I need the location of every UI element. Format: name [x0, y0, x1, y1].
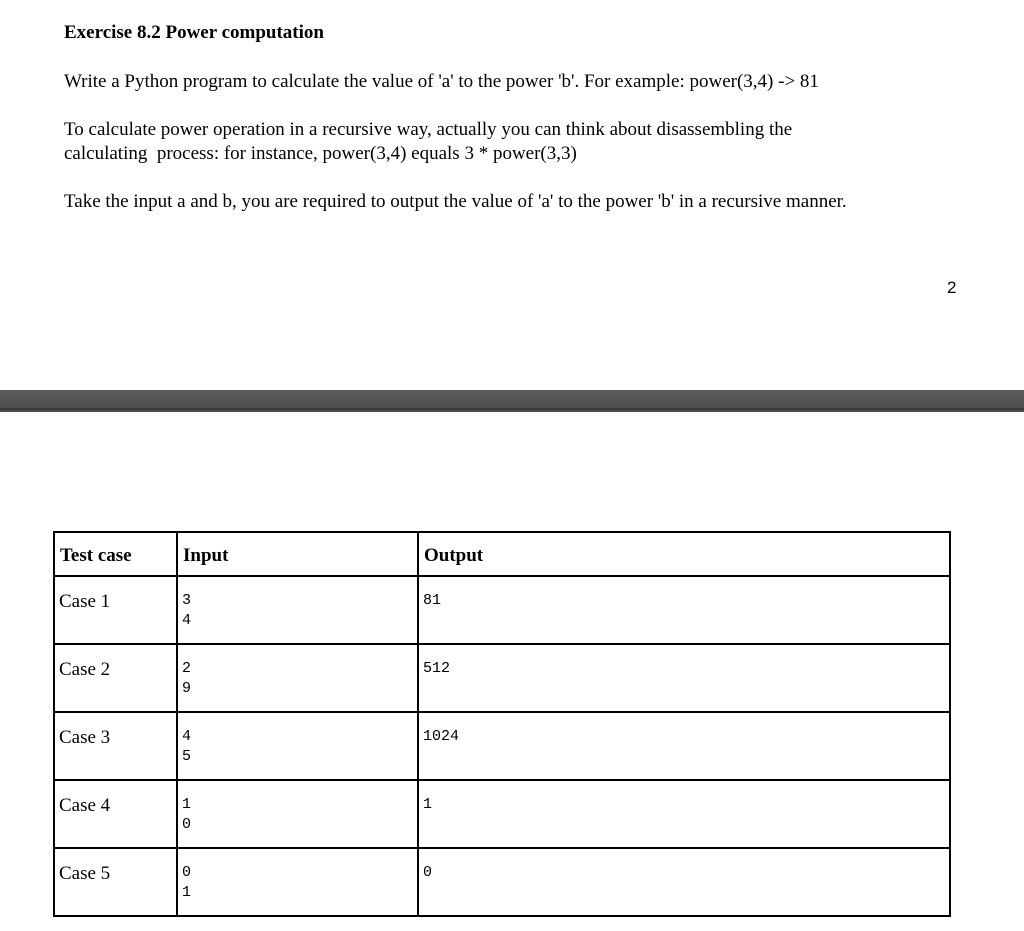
- input-a: 0: [182, 864, 192, 881]
- header-test-case: Test case: [54, 532, 177, 576]
- paragraph-2-line-1: To calculate power operation in a recursive way, actually you can think about disassembling the: [64, 119, 793, 140]
- instruction-paragraph-3: Take the input a and b, you are required to output the value of 'a' to the power 'b' in a recursive manner.: [64, 191, 847, 212]
- input-cell: [177, 644, 418, 712]
- output-cell: 512: [418, 644, 950, 712]
- instruction-paragraph-2: [64, 118, 924, 166]
- input-cell: [177, 780, 418, 848]
- input-b: 9: [182, 680, 192, 697]
- input-b: 4: [182, 612, 192, 629]
- input-a: 3: [182, 592, 192, 609]
- output-cell: 0: [418, 848, 950, 916]
- case-label: Case 5: [54, 848, 177, 916]
- output-cell: 1: [418, 780, 950, 848]
- test-case-table: [53, 531, 951, 917]
- input-a: 1: [182, 796, 192, 813]
- page-number: 2: [947, 278, 957, 297]
- case-label: Case 2: [54, 644, 177, 712]
- output-cell: 1024: [418, 712, 950, 780]
- table-row: [54, 848, 950, 916]
- table-row: [54, 780, 950, 848]
- input-b: 5: [182, 748, 192, 765]
- document-page-top: [0, 0, 1024, 390]
- input-a: 4: [182, 728, 192, 745]
- table-row: [54, 644, 950, 712]
- table-header-row: [54, 532, 950, 576]
- exercise-title: Exercise 8.2 Power computation: [64, 22, 324, 43]
- case-label: Case 3: [54, 712, 177, 780]
- instruction-paragraph-1: Write a Python program to calculate the value of 'a' to the power 'b'. For example: power(3,4) -> 81: [64, 71, 819, 92]
- case-label: Case 4: [54, 780, 177, 848]
- case-label: Case 1: [54, 576, 177, 644]
- page-separator-edge: [0, 408, 1024, 410]
- header-input: Input: [177, 532, 418, 576]
- paragraph-2-line-2: calculating process: for instance, power(3,4) equals 3 * power(3,3): [64, 143, 577, 164]
- table-row: [54, 576, 950, 644]
- input-b: 1: [182, 884, 192, 901]
- table-row: [54, 712, 950, 780]
- header-output: Output: [418, 532, 950, 576]
- input-cell: [177, 848, 418, 916]
- input-cell: [177, 712, 418, 780]
- input-b: 0: [182, 816, 192, 833]
- output-cell: 81: [418, 576, 950, 644]
- input-a: 2: [182, 660, 192, 677]
- input-cell: [177, 576, 418, 644]
